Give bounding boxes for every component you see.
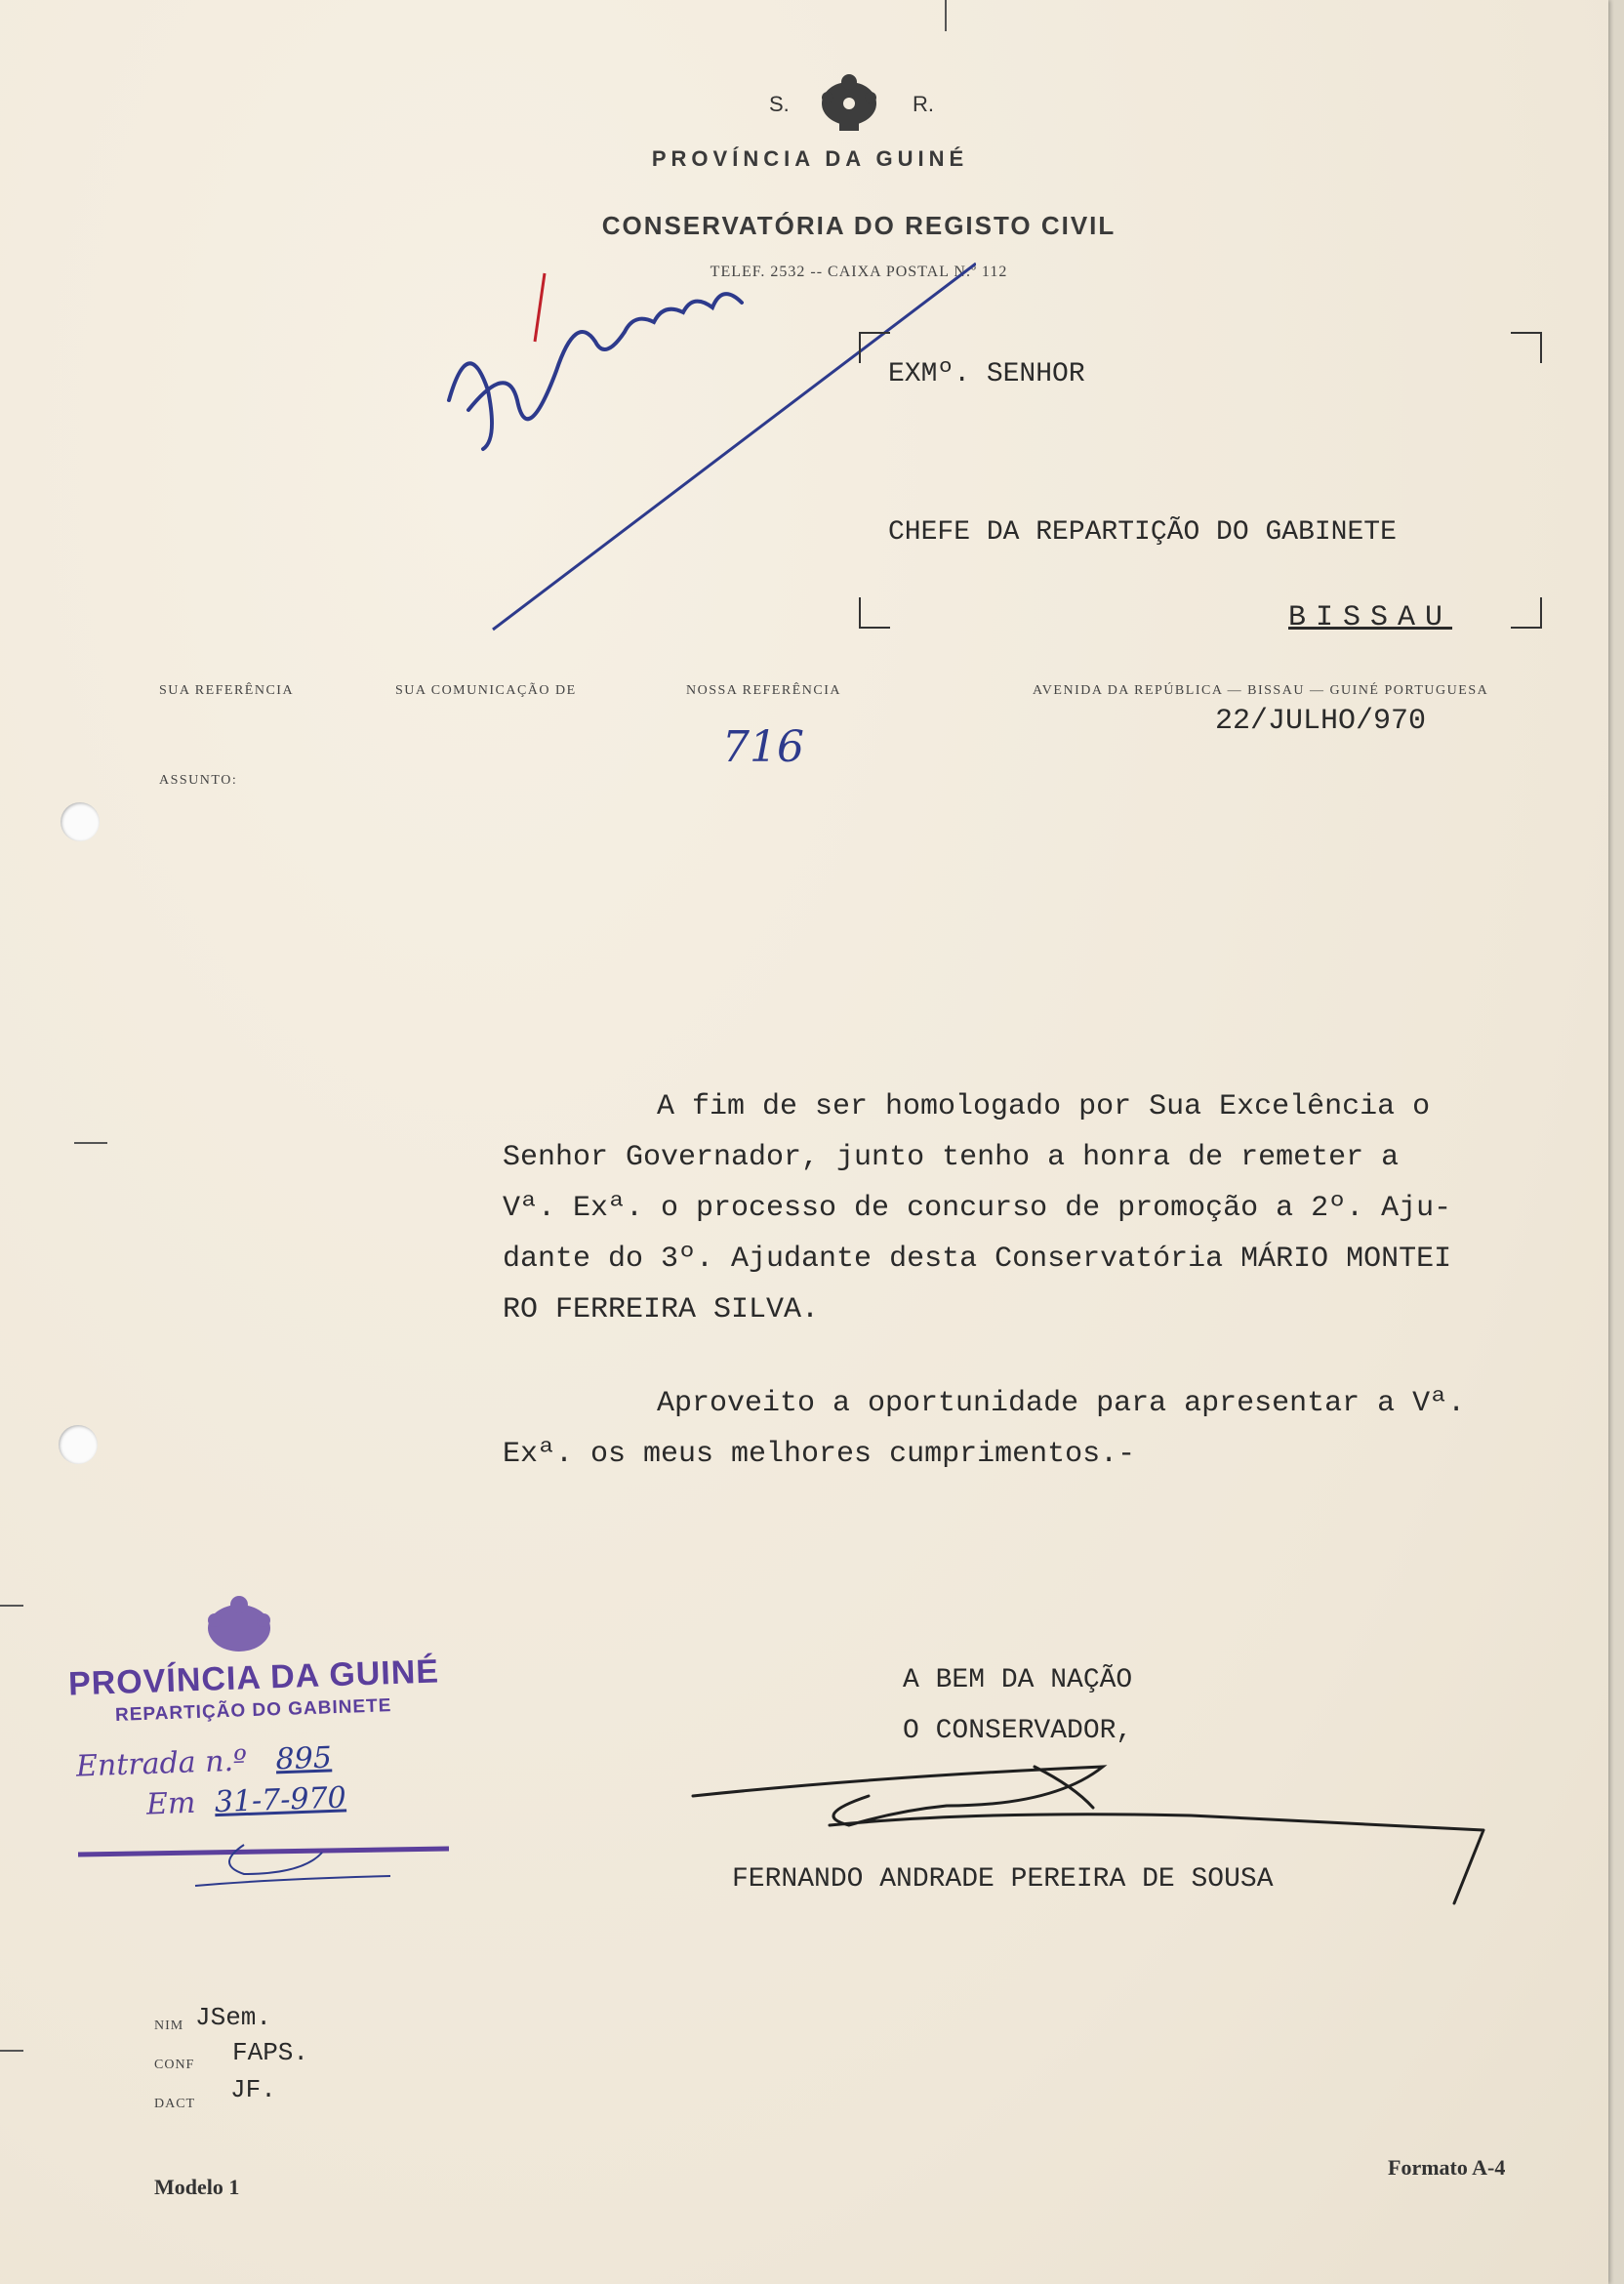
address-bracket-tr bbox=[1511, 332, 1542, 363]
label-sua-referencia: SUA REFERÊNCIA bbox=[159, 683, 295, 698]
stamp-crest-icon bbox=[195, 1591, 283, 1659]
body-line: dante do 3º. Ajudante desta Conservatória MÁRIO MONTEI bbox=[503, 1243, 1452, 1276]
footer-nim-value: JSem. bbox=[195, 2003, 272, 2032]
fold-mark bbox=[0, 2050, 23, 2052]
closing-block bbox=[903, 1655, 1132, 1757]
body-paragraph-1 bbox=[503, 1081, 1557, 1335]
label-sua-comunicacao: SUA COMUNICAÇÃO DE bbox=[395, 683, 577, 698]
monogram bbox=[761, 88, 937, 127]
body-line: Vª. Exª. o processo de concurso de promoção a 2º. Aju- bbox=[503, 1192, 1452, 1225]
label-assunto: ASSUNTO: bbox=[159, 773, 238, 788]
addressee-city: BISSAU bbox=[1288, 601, 1453, 634]
body-line: Senhor Governador, junto tenho a honra de remeter a bbox=[503, 1141, 1400, 1174]
stamp-entrada bbox=[75, 1740, 332, 1783]
footer-dact-value: JF. bbox=[230, 2075, 276, 2104]
stamp-em bbox=[145, 1780, 346, 1821]
stamp-province: PROVÍNCIA DA GUINÉ bbox=[67, 1652, 440, 1703]
addressee-salutation: EXMº. SENHOR bbox=[888, 359, 1085, 389]
fold-mark bbox=[0, 1605, 23, 1607]
addressee-title: CHEFE DA REPARTIÇÃO DO GABINETE bbox=[888, 517, 1397, 548]
fold-mark bbox=[74, 1142, 107, 1144]
body-line: Aproveito a oportunidade para apresentar a Vª. bbox=[657, 1387, 1466, 1420]
handwritten-annotation bbox=[429, 254, 976, 644]
monogram-right: R. bbox=[913, 92, 934, 116]
crest-icon bbox=[810, 68, 888, 137]
fold-mark bbox=[945, 0, 947, 31]
footer-conf-value: FAPS. bbox=[232, 2038, 309, 2067]
address-bracket-br bbox=[1511, 597, 1542, 629]
footer-nim bbox=[154, 2003, 349, 2038]
footer-format: Formato A-4 bbox=[1388, 2155, 1506, 2180]
label-address: AVENIDA DA REPÚBLICA — BISSAU — GUINÉ PORTUGUESA bbox=[1033, 683, 1489, 698]
footer-conf-label: CONF bbox=[154, 2058, 195, 2072]
stamp-entrada-label: Entrada n.º bbox=[75, 1743, 248, 1784]
header-contact: TELEF. 2532 -- CAIXA POSTAL N.º 112 bbox=[710, 264, 1008, 280]
address-bracket-bl bbox=[859, 597, 890, 629]
label-nossa-referencia: NOSSA REFERÊNCIA bbox=[686, 683, 841, 698]
signer-name: FERNANDO ANDRADE PEREIRA DE SOUSA bbox=[732, 1864, 1274, 1895]
footer-model: Modelo 1 bbox=[154, 2175, 240, 2199]
letter-body bbox=[503, 1081, 1557, 1523]
stamp-em-value: 31-7-970 bbox=[214, 1780, 347, 1820]
address-bracket-tl bbox=[859, 332, 890, 363]
body-paragraph-2 bbox=[503, 1378, 1557, 1480]
footer-initials bbox=[154, 2003, 349, 2112]
header-office: CONSERVATÓRIA DO REGISTO CIVIL bbox=[601, 211, 1116, 240]
body-line: Exª. os meus melhores cumprimentos.- bbox=[503, 1438, 1136, 1471]
stamp-underline bbox=[78, 1825, 449, 1894]
footer-conf bbox=[154, 2038, 349, 2075]
body-line: RO FERREIRA SILVA. bbox=[503, 1293, 820, 1326]
stamp-em-label: Em bbox=[145, 1785, 197, 1822]
header-province: PROVÍNCIA DA GUINÉ bbox=[651, 146, 969, 171]
received-stamp bbox=[68, 1591, 459, 1903]
footer-nim-label: NIM bbox=[154, 2019, 184, 2033]
stamp-entrada-value: 895 bbox=[274, 1740, 333, 1777]
reference-number: 716 bbox=[722, 722, 804, 772]
closing-line-2: O CONSERVADOR, bbox=[903, 1716, 1133, 1746]
body-line: A fim de ser homologado por Sua Excelência o bbox=[657, 1090, 1431, 1123]
closing-line-1: A BEM DA NAÇÃO bbox=[903, 1665, 1133, 1695]
footer-dact-label: DACT bbox=[154, 2097, 196, 2111]
stamp-department: REPARTIÇÃO DO GABINETE bbox=[114, 1695, 392, 1726]
letter-date: 22/JULHO/970 bbox=[1215, 705, 1427, 738]
punch-hole-bottom bbox=[59, 1425, 98, 1464]
monogram-left: S. bbox=[769, 92, 790, 116]
footer-dact bbox=[154, 2075, 349, 2112]
punch-hole-top bbox=[61, 802, 100, 841]
